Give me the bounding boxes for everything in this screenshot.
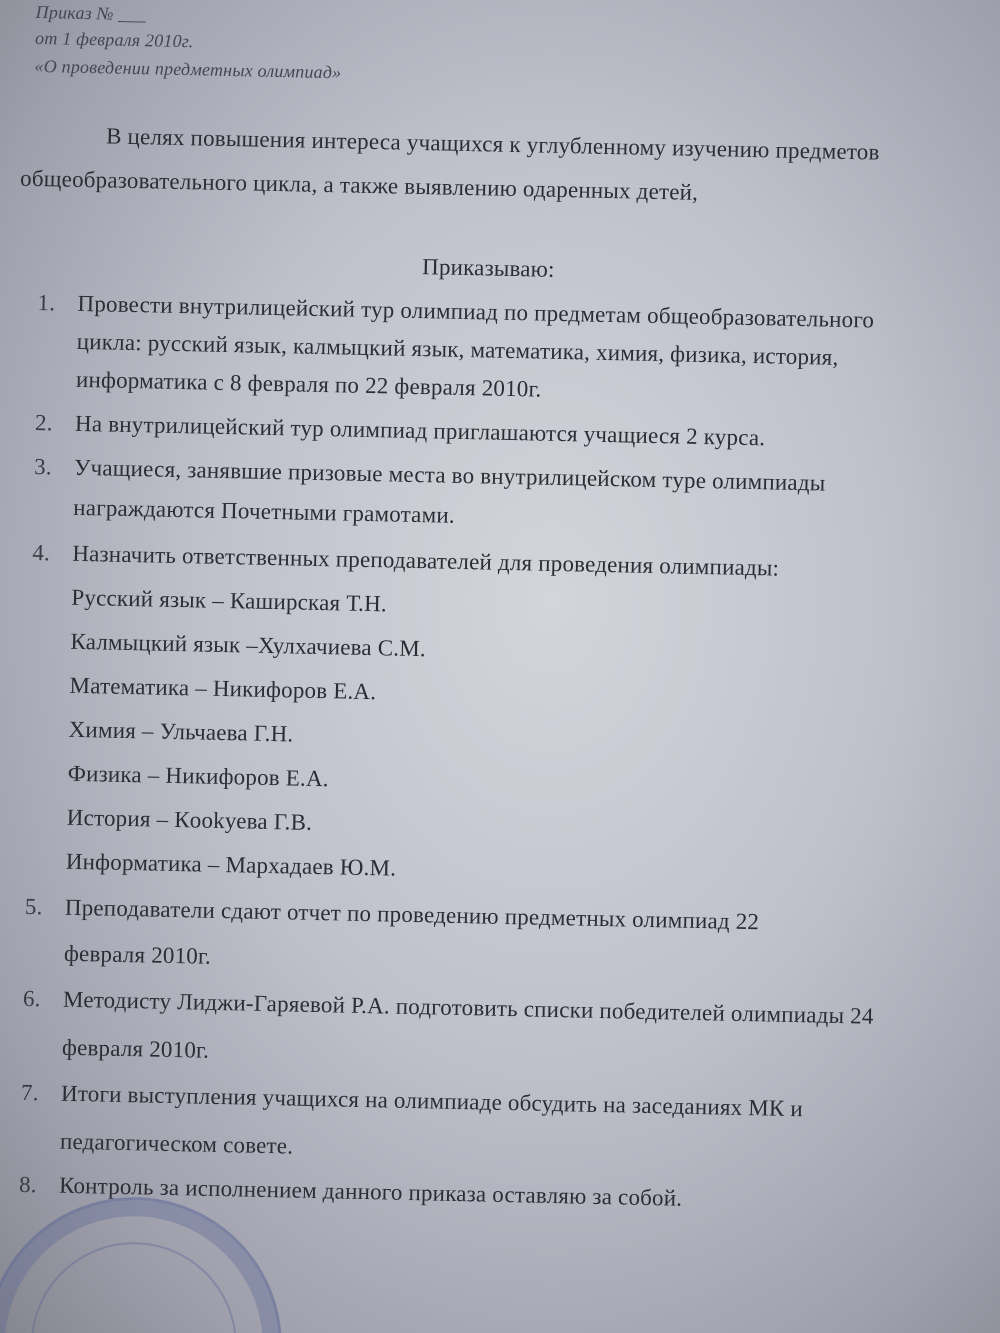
teacher-chemistry: Химия – Ульчаева Г.Н. [68, 716, 294, 747]
item-number: 4. [32, 539, 51, 566]
item-number: 5. [24, 893, 43, 920]
item-text: На внутрилицейский тур олимпиад приглашаются учащиеся 2 курса. [74, 410, 766, 451]
list-item-4 [32, 540, 779, 582]
item-text: Провести внутрилицейский тур олимпиад по предметам общеобразовательного [77, 290, 875, 333]
teacher-kalmyk: Калмыцкий язык –Хулхачиева С.М. [70, 628, 427, 662]
item-text: Назначить ответственных преподавателей для проведения олимпиады: [72, 540, 780, 581]
item-text: Итоги выступления учащихся на олимпиаде обсудить на заседаниях МК и [60, 1080, 804, 1122]
list-item-2 [35, 410, 766, 451]
item-number: 8. [18, 1171, 38, 1198]
list-item-6 [23, 986, 874, 1030]
teacher-russian: Русский язык – Каширская Т.Н. [71, 584, 388, 617]
teacher-history: История – Кookуева Г.В. [66, 804, 313, 835]
item-text: Преподаватели сдают отчет по проведению предметных олимпиад 22 [64, 894, 760, 935]
item-number: 6. [22, 985, 41, 1012]
list-item-5 [25, 894, 760, 935]
order-number: Приказ № ___ [35, 1, 147, 25]
stamp-inner-ring [29, 1240, 239, 1333]
item-number: 2. [34, 410, 53, 436]
teacher-informatics: Информатика – Мархадаев Ю.М. [65, 848, 397, 881]
order-date: от 1 февраля 2010г. [34, 27, 194, 52]
official-stamp [0, 1194, 285, 1333]
item-text: Методисту Лиджи-Гаряевой Р.А. подготовить списки победителей олимпиады 24 [62, 986, 874, 1029]
teacher-physics: Физика – Никифоров Е.А. [67, 760, 330, 792]
item-1-line-2: цикла: русский язык, калмыцкий язык, математика, химия, физика, история, [76, 328, 839, 370]
item-text: Контроль за исполнением данного приказа оставляю за собой. [58, 1172, 683, 1211]
item-7-line-2: педагогическом совете. [59, 1128, 294, 1159]
item-3-line-2: награждаются Почетными грамотами. [73, 494, 456, 528]
item-number: 1. [37, 290, 56, 316]
order-word: Приказываю: [421, 254, 555, 282]
list-item-3 [34, 454, 826, 497]
item-1-line-3: информатика с 8 февраля по 22 февраля 2010г. [75, 366, 542, 402]
list-item-7 [21, 1080, 803, 1122]
preamble-line-2: общеобразовательного цикла, а также выявлению одаренных детей, [19, 165, 699, 205]
item-number: 7. [20, 1079, 39, 1106]
order-subject: «О проведении предметных олимпиад» [34, 55, 342, 83]
item-5-line-2: февраля 2010г. [63, 940, 212, 969]
item-number: 3. [33, 453, 53, 480]
item-6-line-2: февраля 2010г. [61, 1034, 210, 1063]
teacher-math: Математика – Никифоров Е.А. [69, 672, 377, 705]
preamble-line-1: В целях повышения интереса учащихся к углубленному изучению предметов [105, 123, 880, 165]
item-text: Учащиеся, занявшие призовые места во внутрилицейском туре олимпиады [73, 454, 826, 496]
list-item-1 [37, 290, 874, 334]
